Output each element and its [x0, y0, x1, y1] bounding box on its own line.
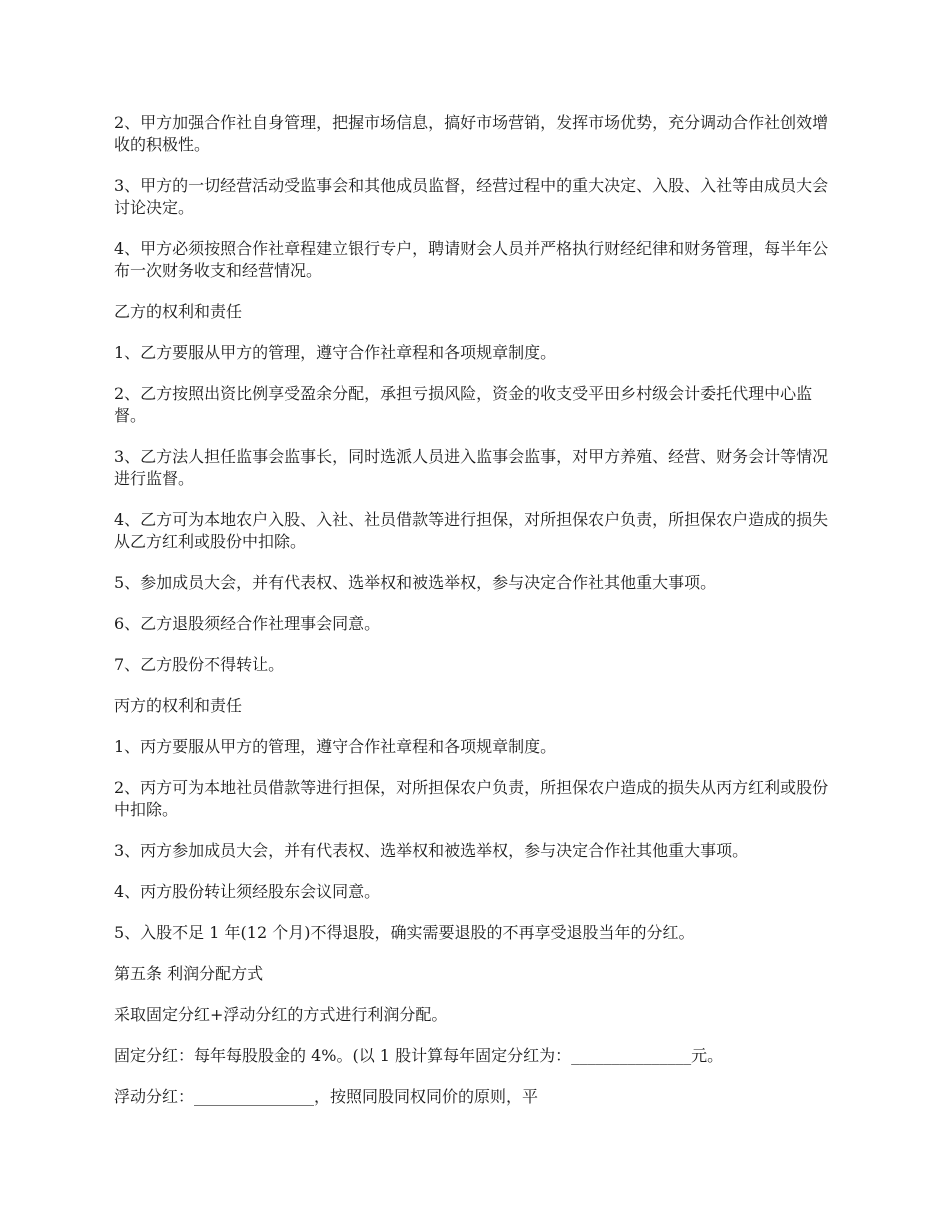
- paragraph-yi-6: 6、乙方退股须经合作社理事会同意。: [114, 614, 381, 633]
- section-heading-yi: 乙方的权利和责任: [114, 302, 243, 321]
- paragraph-bing-3: 3、丙方参加成员大会，并有代表权、选举权和被选举权，参与决定合作社其他重大事项。: [114, 841, 749, 860]
- fixed-dividend-line: 固定分红：每年每股股金的 4%。(以 1 股计算每年固定分红为：_______________元。: [114, 1046, 724, 1065]
- section-heading-bing: 丙方的权利和责任: [114, 696, 243, 715]
- paragraph-bing-1: 1、丙方要服从甲方的管理，遵守合作社章程和各项规章制度。: [114, 737, 557, 756]
- paragraph-jia-4: 4、甲方必须按照合作社章程建立银行专户，聘请财会人员并严格执行财经纪律和财务管理，每半年公布一次财务收支和经营情况。: [114, 239, 829, 280]
- paragraph-jia-2: 2、甲方加强合作社自身管理，把握市场信息，搞好市场营销，发挥市场优势，充分调动合作社创效增收的积极性。: [114, 113, 829, 154]
- floating-dividend-line: 浮动分红：_______________，按照同股同权同价的原则，平: [114, 1087, 539, 1106]
- paragraph-yi-1: 1、乙方要服从甲方的管理，遵守合作社章程和各项规章制度。: [114, 343, 557, 362]
- document-body: [114, 112, 844, 1127]
- paragraph-yi-3: 3、乙方法人担任监事会监事长，同时选派人员进入监事会监事，对甲方养殖、经营、财务会计等情况进行监督。: [114, 447, 829, 488]
- paragraph-bing-4: 4、丙方股份转让须经股东会议同意。: [114, 882, 381, 901]
- paragraph-yi-4: 4、乙方可为本地农户入股、入社、社员借款等进行担保，对所担保农户负责，所担保农户造成的损失从乙方红利或股份中扣除。: [114, 510, 829, 551]
- paragraph-yi-5: 5、参加成员大会，并有代表权、选举权和被选举权，参与决定合作社其他重大事项。: [114, 573, 717, 592]
- paragraph-yi-2: 2、乙方按照出资比例享受盈余分配，承担亏损风险，资金的收支受平田乡村级会计委托代理中心监督。: [114, 384, 813, 425]
- profit-distribution-method: 采取固定分红+浮动分红的方式进行利润分配。: [114, 1005, 448, 1024]
- article-five-heading: 第五条 利润分配方式: [114, 964, 264, 983]
- paragraph-bing-5: 5、入股不足 1 年(12 个月)不得退股，确实需要退股的不再享受退股当年的分红。: [114, 923, 695, 942]
- paragraph-bing-2: 2、丙方可为本地社员借款等进行担保，对所担保农户负责，所担保农户造成的损失从丙方红利或股份中扣除。: [114, 778, 829, 819]
- paragraph-jia-3: 3、甲方的一切经营活动受监事会和其他成员监督，经营过程中的重大决定、入股、入社等由成员大会讨论决定。: [114, 176, 829, 217]
- paragraph-yi-7: 7、乙方股份不得转让。: [114, 655, 285, 674]
